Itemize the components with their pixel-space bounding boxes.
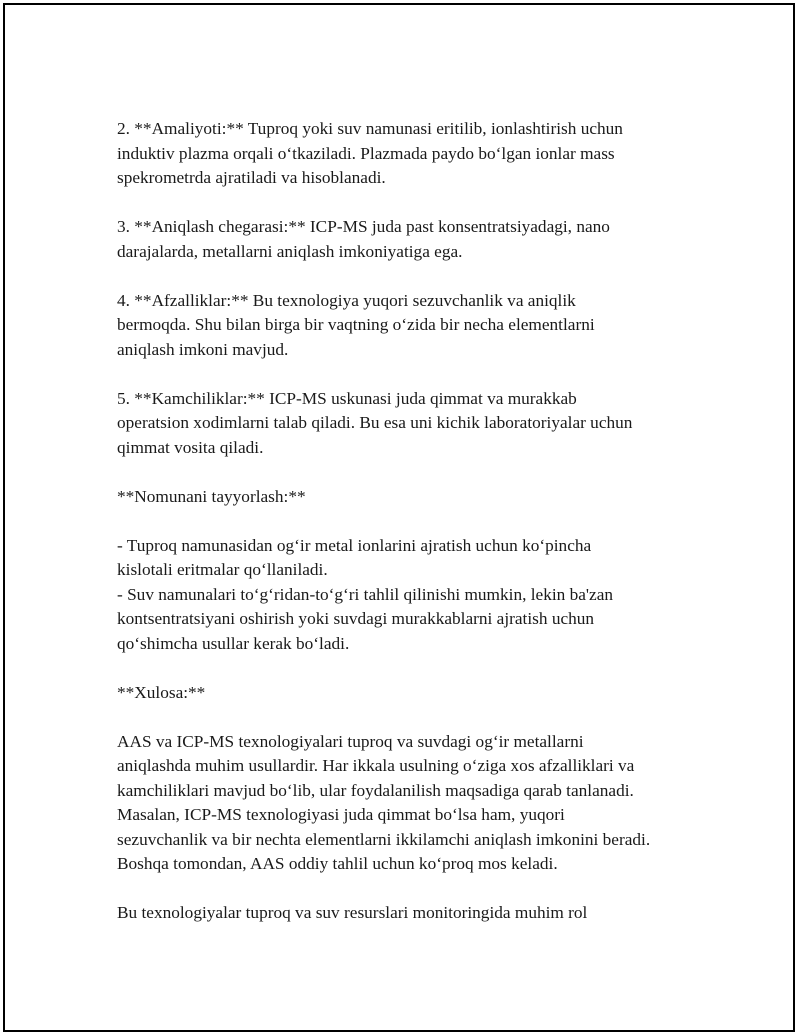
paragraph-amaliyoti: 2. **Amaliyoti:** Tuproq yoki suv namunasi eritilib, ionlashtirish uchun induktiv plazma orqali oʻtkaziladi. Plazmada paydo boʻlgan ionlar mass spekrometrda ajratiladi va hisoblanadi.	[117, 119, 623, 187]
paragraph-conclusion: AAS va ICP-MS texnologiyalari tuproq va suvdagi ogʻir metallarni aniqlashda muhim usullardir. Har ikkala usulning oʻziga xos afzalliklari va kamchiliklari mavjud boʻlib, ular foydalanilish maqsadiga qarab tanlanadi. Masalan, ICP-MS texnologiyasi juda qimmat boʻlsa ham, yuqori sezuvchanlik va bir nechta elementlarni ikkilamchi aniqlash imkonini beradi. Boshqa tomondan, AAS oddiy tahlil uchun koʻproq mos keladi.	[117, 731, 651, 873]
document-body	[117, 117, 707, 950]
paragraph-afzalliklar: 4. **Afzalliklar:** Bu texnologiya yuqori sezuvchanlik va aniqlik bermoqda. Shu bilan birga bir vaqtning oʻzida bir necha elementlarni aniqlash imkoni mavjud.	[117, 290, 595, 359]
sample-prep-list	[117, 534, 707, 657]
list-item: - Tuproq namunasidan ogʻir metal ionlarini ajratish uchun koʻpincha kislotali eritmalar qoʻllaniladi.	[117, 535, 592, 579]
list-item: - Suv namunalari toʻgʻridan-toʻgʻri tahlil qilinishi mumkin, lekin ba'zan kontsentratsiyani oshirish yoki suvdagi murakkablarni ajratish uchun qoʻshimcha usullar kerak boʻladi.	[117, 584, 614, 653]
paragraph-aniqlash-chegarasi: 3. **Aniqlash chegarasi:** ICP-MS juda past konsentratsiyadagi, nano darajalarda, metallarni aniqlash imkoniyatiga ega.	[117, 217, 610, 261]
section-heading-sample-prep: **Nomunani tayyorlash:**	[117, 486, 306, 506]
paragraph-kamchiliklar: 5. **Kamchiliklar:** ICP-MS uskunasi juda qimmat va murakkab operatsion xodimlarni talab qiladi. Bu esa uni kichik laboratoriyalar uchun qimmat vosita qiladi.	[117, 388, 633, 457]
paragraph-closing: Bu texnologiyalar tuproq va suv resurslari monitoringida muhim rol	[117, 903, 588, 922]
section-heading-conclusion: **Xulosa:**	[117, 682, 206, 702]
